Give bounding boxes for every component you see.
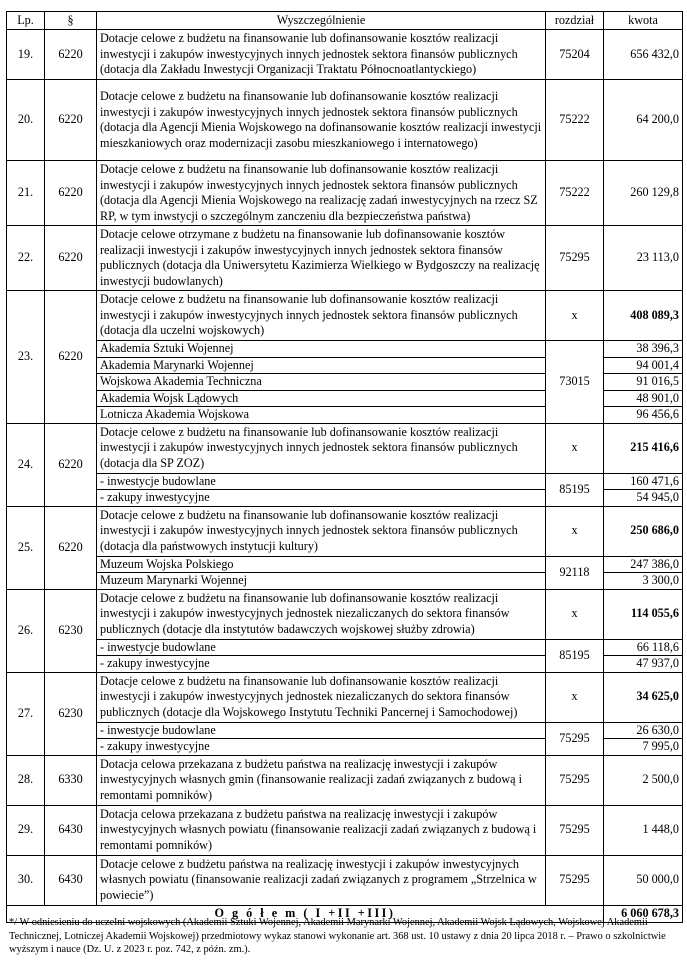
row-lp: 24. [7, 423, 45, 506]
sub-row [7, 722, 683, 739]
row-description: Dotacje celowe z budżetu państwa na realizację inwestycji i zakupów inwestycyjnych własnych powiatu (finansowanie realizacji zadań związanych z programem „Strzelnica w powiecie”) [97, 855, 546, 905]
header-kwota: kwota [604, 12, 683, 30]
total-label: O g ó ł e m ( I +II +III) [7, 905, 604, 922]
table-header-row [7, 12, 683, 30]
sub-row-name: - inwestycje budowlane [97, 639, 546, 656]
row-rozdzial: x [546, 589, 604, 639]
row-rozdzial: 75295 [546, 805, 604, 855]
sub-row-name: - zakupy inwestycyjne [97, 739, 546, 756]
sub-row-name: - inwestycje budowlane [97, 722, 546, 739]
row-description: Dotacje celowe z budżetu na finansowanie lub dofinansowanie kosztów realizacji inwestycji i zakupów inwestycyjnych innych jednostek sektora finansów publicznych (dotacja dla Agencji Mienia Wojskowego na dofinansowanie kosztów realizacji inwestycji mieszkaniowych oraz modernizacji zasobu mieszkaniowego i internatowego) [97, 80, 546, 161]
row-rozdzial: x [546, 423, 604, 473]
row-kwota: 50 000,0 [604, 855, 683, 905]
row-description: Dotacje celowe otrzymane z budżetu na finansowanie lub dofinansowanie kosztów realizacji inwestycji i zakupów inwestycyjnych innych jednostek sektora finansów publicznych (dotacja dla Uniwersytetu Kazimierza Wielkiego w Bydgoszczy na realizację inwestycji budowlanych) [97, 226, 546, 291]
row-kwota: 23 113,0 [604, 226, 683, 291]
sub-row-name: Wojskowa Akademia Techniczna [97, 374, 546, 391]
row-paragraph: 6220 [45, 80, 97, 161]
budget-table [6, 11, 683, 923]
sub-row-name: - inwestycje budowlane [97, 473, 546, 490]
sub-row-kwota: 160 471,6 [604, 473, 683, 490]
table-row [7, 589, 683, 639]
sub-row-kwota: 91 016,5 [604, 374, 683, 391]
sub-row-kwota: 247 386,0 [604, 556, 683, 573]
row-rozdzial: x [546, 672, 604, 722]
table-row [7, 423, 683, 473]
row-paragraph: 6230 [45, 672, 97, 755]
sub-row-rozdzial: 73015 [546, 341, 604, 424]
sub-row [7, 341, 683, 358]
row-lp: 21. [7, 161, 45, 226]
table-row [7, 755, 683, 805]
row-description: Dotacje celowe z budżetu na finansowanie lub dofinansowanie kosztów realizacji inwestycji i zakupów inwestycyjnych innych jednostek sektora finansów publicznych (dotacja dla SP ZOZ) [97, 423, 546, 473]
sub-row-name: Muzeum Wojska Polskiego [97, 556, 546, 573]
row-kwota: 656 432,0 [604, 30, 683, 80]
sub-row-kwota: 26 630,0 [604, 722, 683, 739]
row-rozdzial: x [546, 291, 604, 341]
row-rozdzial: 75295 [546, 755, 604, 805]
row-paragraph: 6220 [45, 291, 97, 424]
row-paragraph: 6220 [45, 30, 97, 80]
row-rozdzial: 75204 [546, 30, 604, 80]
header-rozdzial: rozdział [546, 12, 604, 30]
row-kwota: 34 625,0 [604, 672, 683, 722]
sub-row-name: - zakupy inwestycyjne [97, 490, 546, 507]
sub-row-kwota: 48 901,0 [604, 390, 683, 407]
row-lp: 29. [7, 805, 45, 855]
sub-row-rozdzial: 75295 [546, 722, 604, 755]
row-lp: 28. [7, 755, 45, 805]
row-paragraph: 6430 [45, 805, 97, 855]
table-row [7, 855, 683, 905]
row-paragraph: 6220 [45, 161, 97, 226]
row-lp: 25. [7, 506, 45, 589]
header-paragraph: § [45, 12, 97, 30]
sub-row-rozdzial: 85195 [546, 639, 604, 672]
sub-row-kwota: 7 995,0 [604, 739, 683, 756]
row-kwota: 1 448,0 [604, 805, 683, 855]
sub-row-rozdzial: 92118 [546, 556, 604, 589]
row-rozdzial: 75295 [546, 226, 604, 291]
row-kwota: 114 055,6 [604, 589, 683, 639]
row-rozdzial: x [546, 506, 604, 556]
row-description: Dotacje celowe z budżetu na finansowanie lub dofinansowanie kosztów realizacji inwestycji i zakupów inwestycyjnych innych jednostek sektora finansów publicznych (dotacja dla państwowych instytucji kultury) [97, 506, 546, 556]
sub-row-rozdzial: 85195 [546, 473, 604, 506]
sub-row-name: Akademia Sztuki Wojennej [97, 341, 546, 358]
sub-row-kwota: 66 118,6 [604, 639, 683, 656]
row-lp: 19. [7, 30, 45, 80]
row-rozdzial: 75222 [546, 80, 604, 161]
row-description: Dotacje celowe z budżetu na finansowanie lub dofinansowanie kosztów realizacji inwestycji i zakupów inwestycyjnych innych jednostek sektora finansów publicznych (dotacja dla Zakładu Inwestycji Organizacji Traktatu Północnoatlantyckiego) [97, 30, 546, 80]
row-kwota: 250 686,0 [604, 506, 683, 556]
row-paragraph: 6220 [45, 226, 97, 291]
row-paragraph: 6220 [45, 506, 97, 589]
row-description: Dotacje celowe z budżetu na finansowanie lub dofinansowanie kosztów realizacji inwestycji i zakupów inwestycyjnych innych jednostek sektora finansów publicznych (dotacja dla Agencji Mienia Wojskowego na realizację zadań inwestycyjnych na rzecz SZ RP, w tym inwstycji o szczególnym zanczeniu dla bezpieczeństwa państwa) [97, 161, 546, 226]
row-kwota: 215 416,6 [604, 423, 683, 473]
table-row [7, 672, 683, 722]
sub-row [7, 556, 683, 573]
table-row [7, 30, 683, 80]
table-row [7, 291, 683, 341]
row-lp: 27. [7, 672, 45, 755]
row-kwota: 260 129,8 [604, 161, 683, 226]
row-lp: 26. [7, 589, 45, 672]
table-row [7, 805, 683, 855]
row-description: Dotacja celowa przekazana z budżetu państwa na realizację inwestycji i zakupów inwestycyjnych własnych powiatu (finansowanie realizacji zadań związanych z budową i remontami pomników) [97, 805, 546, 855]
sub-row-name: Muzeum Marynarki Wojennej [97, 573, 546, 590]
row-kwota: 2 500,0 [604, 755, 683, 805]
sub-row-name: - zakupy inwestycyjne [97, 656, 546, 673]
sub-row-name: Akademia Marynarki Wojennej [97, 357, 546, 374]
sub-row-name: Lotnicza Akademia Wojskowa [97, 407, 546, 424]
header-description: Wyszczególnienie [97, 12, 546, 30]
row-paragraph: 6330 [45, 755, 97, 805]
row-paragraph: 6220 [45, 423, 97, 506]
row-lp: 23. [7, 291, 45, 424]
sub-row-kwota: 96 456,6 [604, 407, 683, 424]
table-row [7, 506, 683, 556]
sub-row-name: Akademia Wojsk Lądowych [97, 390, 546, 407]
sub-row-kwota: 38 396,3 [604, 341, 683, 358]
sub-row-kwota: 94 001,4 [604, 357, 683, 374]
row-description: Dotacje celowe z budżetu na finansowanie lub dofinansowanie kosztów realizacji inwestycji i zakupów inwestycyjnych jednostek niezaliczanych do sektora finansów publicznych (dotacje dla instytutów badawczych wojskowej służby zdrowia) [97, 589, 546, 639]
sub-row [7, 473, 683, 490]
row-description: Dotacje celowe z budżetu na finansowanie lub dofinansowanie kosztów realizacji inwestycji i zakupów inwestycyjnych jednostek niezaliczanych do sektora finansów publicznych (dotacje dla Wojskowego Instytutu Techniki Pancernej i Samochodowej) [97, 672, 546, 722]
table-row [7, 226, 683, 291]
sub-row [7, 639, 683, 656]
row-description: Dotacja celowa przekazana z budżetu państwa na realizację inwestycji i zakupów inwestycyjnych własnych gmin (finansowanie realizacji zadań związanych z budową i remontami pomników) [97, 755, 546, 805]
sub-row-kwota: 54 945,0 [604, 490, 683, 507]
row-lp: 30. [7, 855, 45, 905]
row-lp: 22. [7, 226, 45, 291]
row-rozdzial: 75295 [546, 855, 604, 905]
row-paragraph: 6430 [45, 855, 97, 905]
row-kwota: 408 089,3 [604, 291, 683, 341]
header-lp: Lp. [7, 12, 45, 30]
row-rozdzial: 75222 [546, 161, 604, 226]
row-lp: 20. [7, 80, 45, 161]
sub-row-kwota: 47 937,0 [604, 656, 683, 673]
footnote: */ W odniesieniu do uczelni wojskowych (Akademii Sztuki Wojennej, Akademii Marynarki Wojennej, Akademii Wojsk Lądowych, Wojskowej Akademii Technicznej, Lotniczej Akademii Wojskowej) przedmiotowy wykaz stanowi wykonanie art. 368 ust. 10 ustawy z dnia 20 lipca 2018 r. – Prawo o szkolnictwie wyższym i nauce (Dz. U. z 2023 r. poz. 742, z późn. zm.). [9, 917, 666, 956]
sub-row-kwota: 3 300,0 [604, 573, 683, 590]
table-row [7, 161, 683, 226]
row-paragraph: 6230 [45, 589, 97, 672]
total-kwota: 6 060 678,3 [604, 905, 683, 922]
table-row [7, 80, 683, 161]
row-description: Dotacje celowe z budżetu na finansowanie lub dofinansowanie kosztów realizacji inwestycji i zakupów inwestycyjnych innych jednostek sektora finansów publicznych (dotacja dla uczelni wojskowych) [97, 291, 546, 341]
row-kwota: 64 200,0 [604, 80, 683, 161]
